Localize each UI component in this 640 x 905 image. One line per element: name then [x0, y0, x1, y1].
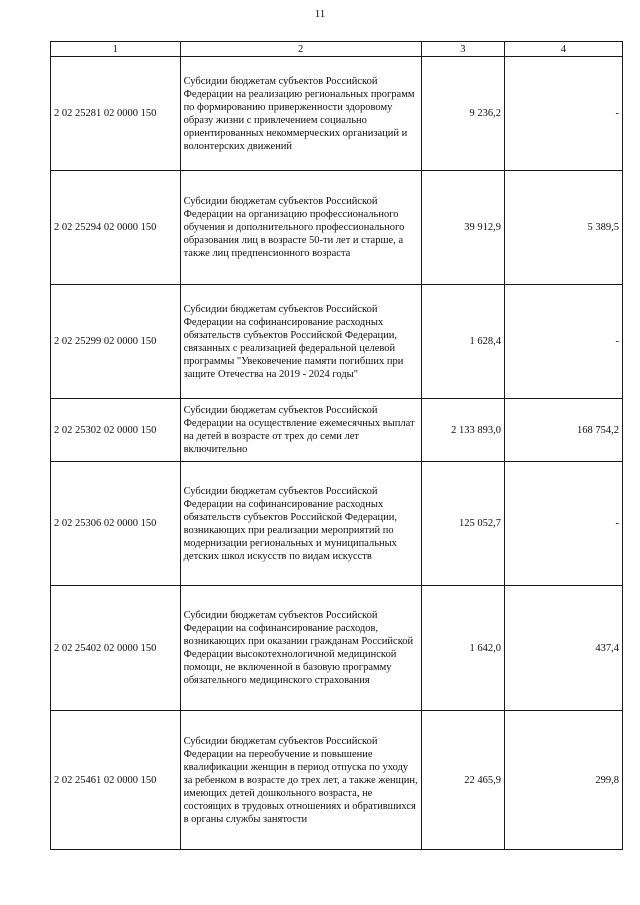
value-column-4: -: [505, 462, 623, 586]
value-column-3: 1 628,4: [421, 285, 504, 399]
value-column-4: 299,8: [505, 711, 623, 850]
table-row: [51, 711, 623, 850]
table-row: [51, 462, 623, 586]
row-description: Субсидии бюджетам субъектов Российской Федерации на переобучение и повышение квалификации женщин в период отпуска по уходу за ребенком в возрасте до трех лет, а также женщин, имеющих детей дошкольного возраста, не состоящих в трудовых отношениях и обратившихся в органы службы занятости: [180, 711, 421, 850]
column-header-4: 4: [505, 42, 623, 57]
row-description: Субсидии бюджетам субъектов Российской Федерации на организацию профессионального обучения и дополнительного профессионального образования лиц в возрасте 50-ти лет и старше, а также лиц предпенсионного возраста: [180, 171, 421, 285]
value-column-3: 39 912,9: [421, 171, 504, 285]
column-header-2: 2: [180, 42, 421, 57]
value-column-3: 1 642,0: [421, 586, 504, 711]
budget-code: 2 02 25294 02 0000 150: [51, 171, 181, 285]
row-description: Субсидии бюджетам субъектов Российской Федерации на софинансирование расходов, возникающих при оказании гражданам Российской Федерации высокотехнологичной медицинской помощи, не включенной в базовую программу обязательного медицинского страхования: [180, 586, 421, 711]
budget-code: 2 02 25461 02 0000 150: [51, 711, 181, 850]
table-row: [51, 586, 623, 711]
row-description: Субсидии бюджетам субъектов Российской Федерации на осуществление ежемесячных выплат на детей в возрасте от трех до семи лет включительно: [180, 399, 421, 462]
value-column-4: 5 389,5: [505, 171, 623, 285]
budget-code: 2 02 25281 02 0000 150: [51, 57, 181, 171]
table-row: [51, 57, 623, 171]
value-column-3: 125 052,7: [421, 462, 504, 586]
page-number: 11: [314, 8, 326, 20]
row-description: Субсидии бюджетам субъектов Российской Федерации на софинансирование расходных обязательств субъектов Российской Федерации, связанных с реализацией федеральной целевой программы "Увековечение памяти погибших при защите Отечества на 2019 - 2024 годы": [180, 285, 421, 399]
value-column-3: 9 236,2: [421, 57, 504, 171]
value-column-4: 437,4: [505, 586, 623, 711]
budget-table: [50, 41, 623, 850]
column-header-3: 3: [421, 42, 504, 57]
budget-code: 2 02 25402 02 0000 150: [51, 586, 181, 711]
value-column-3: 2 133 893,0: [421, 399, 504, 462]
value-column-4: -: [505, 285, 623, 399]
value-column-4: -: [505, 57, 623, 171]
table-row: [51, 285, 623, 399]
row-description: Субсидии бюджетам субъектов Российской Федерации на реализацию региональных программ по формированию приверженности здоровому образу жизни с привлечением социально ориентированных некоммерческих организаций и волонтерских движений: [180, 57, 421, 171]
value-column-3: 22 465,9: [421, 711, 504, 850]
table-header-row: [51, 42, 623, 57]
budget-code: 2 02 25306 02 0000 150: [51, 462, 181, 586]
value-column-4: 168 754,2: [505, 399, 623, 462]
column-header-1: 1: [51, 42, 181, 57]
table-row: [51, 171, 623, 285]
table-row: [51, 399, 623, 462]
budget-code: 2 02 25302 02 0000 150: [51, 399, 181, 462]
row-description: Субсидии бюджетам субъектов Российской Федерации на софинансирование расходных обязательств субъектов Российской Федерации, возникающих при реализации мероприятий по модернизации региональных и муниципальных детских школ искусств по видам искусств: [180, 462, 421, 586]
budget-code: 2 02 25299 02 0000 150: [51, 285, 181, 399]
